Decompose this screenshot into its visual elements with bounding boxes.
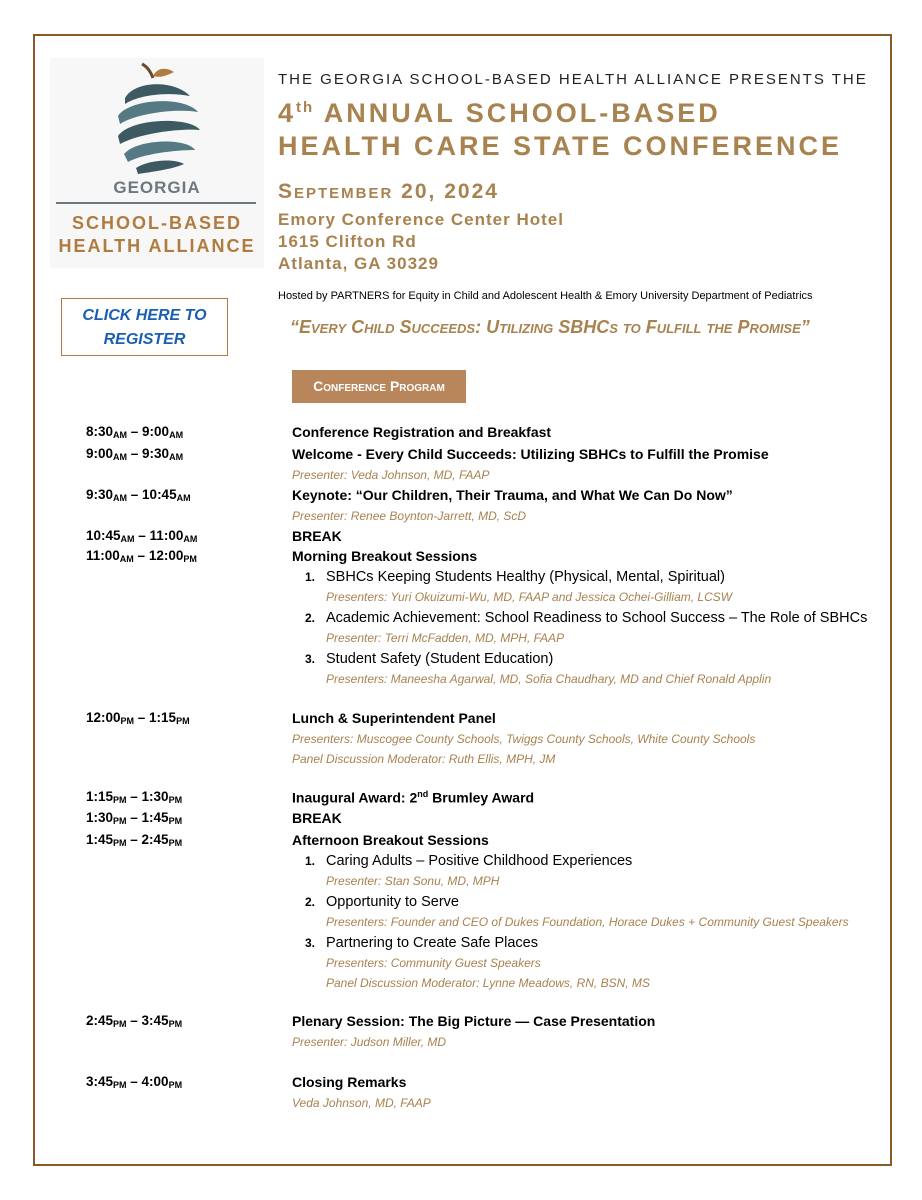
time-end: 11:00 (149, 528, 184, 543)
venue-city: Atlanta, GA 30329 (278, 254, 439, 273)
time-end: 9:30 (142, 446, 170, 461)
schedule-time (86, 446, 183, 462)
time-start: 10:45 (86, 528, 121, 543)
time-start: 2:45 (86, 1013, 114, 1028)
program-label: Conference Program (292, 370, 466, 403)
schedule-title: Afternoon Breakout Sessions (292, 832, 489, 848)
schedule-time (86, 424, 183, 440)
title-ordinal: 4 (278, 98, 297, 128)
session-title: Student Safety (Student Education) (326, 651, 554, 667)
time-end-ampm: AM (176, 493, 191, 503)
schedule-title: Conference Registration and Breakfast (292, 424, 552, 440)
register-line-2: REGISTER (103, 331, 186, 348)
session-presenter: Panel Discussion Moderator: Lynne Meadows, RN, BSN, MS (326, 976, 650, 990)
time-start: 8:30 (86, 424, 114, 439)
schedule-title: BREAK (292, 810, 342, 826)
session-presenter: Presenter: Stan Sonu, MD, MPH (326, 874, 500, 888)
schedule-time (86, 832, 182, 848)
schedule-time (86, 487, 191, 503)
presents-line: THE GEORGIA SCHOOL-BASED HEALTH ALLIANCE PRESENTS THE (278, 71, 868, 88)
time-dash: – (127, 446, 143, 461)
schedule-title: BREAK (292, 528, 342, 544)
logo-state: GEORGIA (113, 178, 201, 197)
time-start-ampm: AM (113, 493, 128, 503)
schedule-presenter: Presenter: Veda Johnson, MD, FAAP (292, 468, 490, 482)
time-end-ampm: AM (183, 534, 198, 544)
time-dash: – (126, 810, 142, 825)
schedule-title: Plenary Session: The Big Picture — Case Presentation (292, 1013, 656, 1029)
time-dash: – (133, 548, 149, 563)
apple-logo-icon (50, 58, 264, 183)
time-end: 9:00 (142, 424, 170, 439)
time-dash: – (127, 487, 143, 502)
schedule-time (86, 789, 182, 805)
logo-line-2: HEALTH ALLIANCE (58, 236, 256, 256)
time-start-ampm: PM (113, 1019, 127, 1029)
time-dash: – (126, 832, 142, 847)
schedule-title: Lunch & Superintendent Panel (292, 710, 496, 726)
session-presenter: Presenters: Community Guest Speakers (326, 956, 541, 970)
session-number: 1. (305, 570, 316, 584)
time-start-ampm: PM (113, 838, 127, 848)
session-presenter: Presenters: Yuri Okuizumi-Wu, MD, FAAP and Jessica Ochei-Gilliam, LCSW (326, 590, 733, 604)
schedule-presenter: Veda Johnson, MD, FAAP (292, 1096, 431, 1110)
session-title: SBHCs Keeping Students Healthy (Physical, Mental, Spiritual) (326, 569, 725, 585)
time-start-ampm: AM (119, 554, 134, 564)
schedule-time (86, 710, 190, 726)
time-start-ampm: PM (120, 716, 135, 726)
title-sup: nd (417, 789, 429, 799)
schedule-title: Keynote: “Our Children, Their Trauma, and What We Can Do Now” (292, 487, 733, 503)
time-start-ampm: AM (113, 430, 128, 440)
session-presenter: Presenters: Maneesha Agarwal, MD, Sofia Chaudhary, MD and Chief Ronald Applin (326, 672, 772, 686)
session-number: 3. (305, 652, 316, 666)
time-end: 2:45 (141, 832, 169, 847)
title-ordinal-suffix: th (296, 99, 315, 116)
session-title: Partnering to Create Safe Places (326, 935, 538, 951)
time-end-ampm: PM (168, 1080, 183, 1090)
session-title: Opportunity to Serve (326, 894, 459, 910)
time-end-ampm: PM (168, 1019, 183, 1029)
time-dash: – (126, 789, 142, 804)
schedule-time (86, 528, 197, 544)
schedule-time (86, 810, 182, 826)
time-start: 1:45 (86, 832, 114, 847)
schedule-presenter: Presenter: Judson Miller, MD (292, 1035, 447, 1049)
venue (278, 209, 564, 275)
session-number: 2. (305, 895, 316, 909)
title-prefix: Inaugural Award: 2 (292, 789, 418, 806)
time-end-ampm: PM (176, 716, 190, 726)
time-end: 1:15 (149, 710, 177, 725)
time-end-ampm: PM (168, 838, 183, 848)
title-line-1: ANNUAL SCHOOL-BASED (314, 98, 721, 128)
title-suffix: Brumley Award (428, 789, 535, 806)
time-start-ampm: AM (120, 534, 135, 544)
conference-title (278, 91, 878, 163)
time-start-ampm: PM (113, 795, 127, 805)
time-start: 3:45 (86, 1074, 114, 1089)
time-end: 1:45 (141, 810, 169, 825)
hosted-by: Hosted by PARTNERS for Equity in Child and Adolescent Health & Emory University Department of Pediatrics (278, 290, 813, 302)
session-presenter: Presenter: Terri McFadden, MD, MPH, FAAP (326, 631, 565, 645)
time-end-ampm: PM (183, 554, 197, 564)
time-start: 11:00 (86, 548, 120, 563)
time-end-ampm: PM (168, 795, 183, 805)
venue-street: 1615 Clifton Rd (278, 232, 417, 251)
register-button[interactable] (61, 298, 228, 356)
session-title: Academic Achievement: School Readiness to School Success – The Role of SBHCs (326, 610, 868, 626)
title-line-2: HEALTH CARE STATE CONFERENCE (278, 131, 843, 161)
schedule-title (292, 789, 534, 806)
time-end-ampm: PM (168, 816, 183, 826)
time-end-ampm: AM (169, 452, 184, 462)
time-end: 3:45 (141, 1013, 169, 1028)
time-end: 4:00 (141, 1074, 169, 1089)
time-dash: – (126, 1013, 142, 1028)
time-start-ampm: PM (113, 816, 127, 826)
time-start: 9:00 (86, 446, 114, 461)
time-start-ampm: PM (113, 1080, 127, 1090)
time-end-ampm: AM (169, 430, 184, 440)
time-dash: – (134, 710, 150, 725)
time-dash: – (126, 1074, 142, 1089)
schedule-time (86, 1013, 182, 1029)
logo-divider (56, 202, 256, 204)
time-end: 10:45 (142, 487, 177, 502)
conference-theme: “Every Child Succeeds: Utilizing SBHCs to Fulfill the Promise” (290, 317, 810, 337)
register-line-1: CLICK HERE TO (82, 307, 207, 324)
time-start: 12:00 (86, 710, 121, 725)
time-start-ampm: AM (113, 452, 128, 462)
time-start: 9:30 (86, 487, 114, 502)
logo-line-1: SCHOOL-BASED (71, 213, 242, 233)
session-number: 2. (305, 611, 316, 625)
schedule-title: Morning Breakout Sessions (292, 548, 478, 564)
session-presenter: Presenters: Founder and CEO of Dukes Foundation, Horace Dukes + Community Guest Speakers (326, 915, 849, 929)
session-number: 1. (305, 854, 316, 868)
time-start: 1:15 (86, 789, 114, 804)
schedule-time (86, 1074, 182, 1090)
session-number: 3. (305, 936, 316, 950)
logo-name (50, 212, 264, 258)
schedule-time (86, 548, 197, 564)
time-dash: – (127, 424, 143, 439)
schedule-presenter: Presenters: Muscogee County Schools, Twiggs County Schools, White County Schools (292, 732, 756, 746)
schedule-presenter: Presenter: Renee Boynton-Jarrett, MD, ScD (292, 509, 527, 523)
session-title: Caring Adults – Positive Childhood Experiences (326, 853, 633, 869)
schedule-title: Welcome - Every Child Succeeds: Utilizing SBHCs to Fulfill the Promise (292, 446, 769, 462)
schedule-presenter-2: Panel Discussion Moderator: Ruth Ellis, MPH, JM (292, 752, 556, 766)
time-start: 1:30 (86, 810, 114, 825)
time-end: 1:30 (141, 789, 169, 804)
venue-name: Emory Conference Center Hotel (278, 210, 564, 229)
time-end: 12:00 (148, 548, 184, 563)
time-dash: – (134, 528, 150, 543)
conference-date: September 20, 2024 (278, 180, 499, 203)
schedule-title: Closing Remarks (292, 1074, 407, 1090)
